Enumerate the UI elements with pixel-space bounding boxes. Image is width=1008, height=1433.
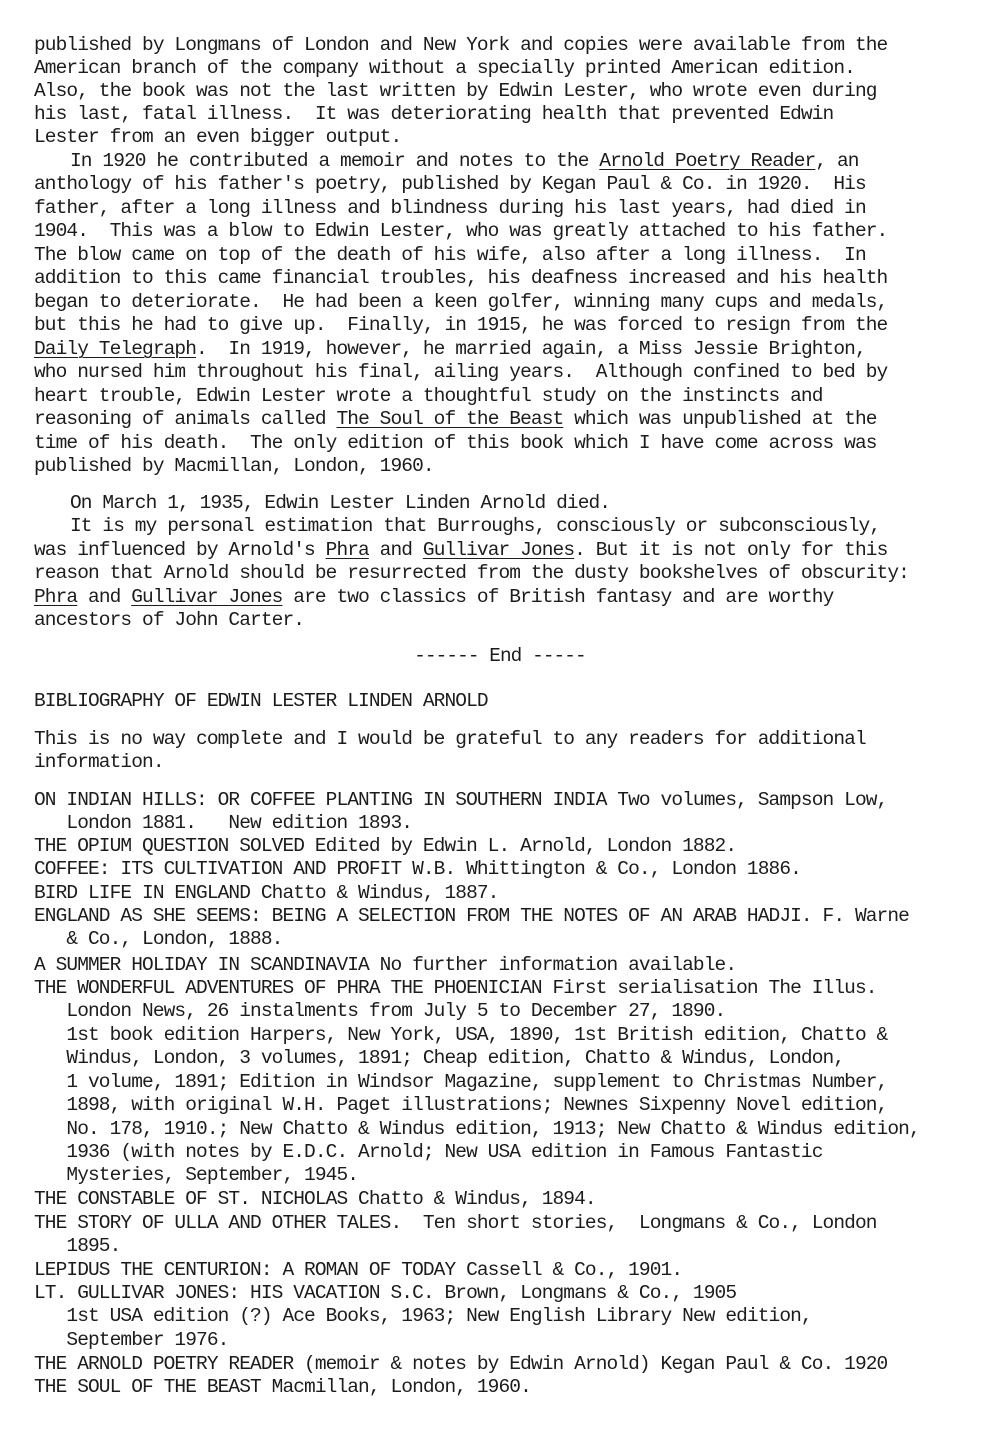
body-line: Also, the book was not the last written by Edwin Lester, who wrote even during (34, 80, 877, 102)
bibliography-entry: & Co., London, 1888. (34, 928, 283, 950)
book-title: Phra (34, 586, 78, 608)
body-line: On March 1, 1935, Edwin Lester Linden Arnold died. (70, 492, 611, 514)
body-line: who nursed him throughout his final, ailing years. Although confined to bed by (34, 361, 888, 383)
bibliography-entry: A SUMMER HOLIDAY IN SCANDINAVIA No further information available. (34, 954, 737, 976)
book-title: The Soul of the Beast (336, 408, 564, 430)
end-marker: ------ End ----- (414, 645, 586, 667)
bibliography-entry: THE ARNOLD POETRY READER (memoir & notes by Edwin Arnold) Kegan Paul & Co. 1920 (34, 1353, 888, 1375)
body-line: The blow came on top of the death of his wife, also after a long illness. In (34, 244, 866, 266)
body-line: reason that Arnold should be resurrected from the dusty bookshelves of obscurity: (34, 562, 909, 584)
body-line: published by Macmillan, London, 1960. (34, 455, 434, 477)
body-line: addition to this came financial troubles, his deafness increased and his health (34, 267, 888, 289)
body-line: published by Longmans of London and New York and copies were available from the (34, 34, 888, 56)
body-line: father, after a long illness and blindness during his last years, had died in (34, 197, 866, 219)
newspaper-title: Daily Telegraph (34, 338, 197, 360)
bibliography-entry: LEPIDUS THE CENTURION: A ROMAN OF TODAY Cassell & Co., 1901. (34, 1259, 683, 1281)
bibliography-entry: 1st book edition Harpers, New York, USA, 1890, 1st British edition, Chatto & (34, 1024, 888, 1046)
bibliography-entry: London News, 26 instalments from July 5 to December 27, 1890. (34, 1000, 726, 1022)
bibliography-entry: September 1976. (34, 1329, 229, 1351)
body-line: Lester from an even bigger output. (34, 126, 402, 148)
body-line: In 1920 he contributed a memoir and notes to the Arnold Poetry Reader, an (70, 150, 859, 172)
bibliography-intro-line: information. (34, 751, 164, 773)
body-line: was influenced by Arnold's Phra and Gullivar Jones. But it is not only for this (34, 539, 888, 561)
bibliography-entry: 1898, with original W.H. Paget illustrations; Newnes Sixpenny Novel edition, (34, 1094, 888, 1116)
body-line: time of his death. The only edition of this book which I have come across was (34, 432, 877, 454)
bibliography-entry: ON INDIAN HILLS: OR COFFEE PLANTING IN SOUTHERN INDIA Two volumes, Sampson Low, (34, 789, 888, 811)
body-line: reasoning of animals called The Soul of the Beast which was unpublished at the (34, 408, 877, 430)
body-line: anthology of his father's poetry, published by Kegan Paul & Co. in 1920. His (34, 173, 866, 195)
book-title: Phra (325, 539, 369, 561)
body-line: American branch of the company without a specially printed American edition. (34, 57, 855, 79)
bibliography-entry: 1895. (34, 1235, 121, 1257)
bibliography-entry: LT. GULLIVAR JONES: HIS VACATION S.C. Brown, Longmans & Co., 1905 (34, 1282, 737, 1304)
bibliography-entry: 1 volume, 1891; Edition in Windsor Magazine, supplement to Christmas Number, (34, 1071, 888, 1093)
bibliography-entry: THE CONSTABLE OF ST. NICHOLAS Chatto & Windus, 1894. (34, 1188, 596, 1210)
body-line: 1904. This was a blow to Edwin Lester, who was greatly attached to his father. (34, 220, 888, 242)
body-line: heart trouble, Edwin Lester wrote a thoughtful study on the instincts and (34, 385, 823, 407)
body-line: but this he had to give up. Finally, in 1915, he was forced to resign from the (34, 314, 888, 336)
bibliography-entry: THE SOUL OF THE BEAST Macmillan, London, 1960. (34, 1376, 531, 1398)
bibliography-entry: No. 178, 1910.; New Chatto & Windus edition, 1913; New Chatto & Windus edition, (34, 1118, 920, 1140)
book-title: Gullivar Jones (422, 539, 575, 561)
bibliography-entry: BIRD LIFE IN ENGLAND Chatto & Windus, 1887. (34, 882, 499, 904)
body-line: Phra and Gullivar Jones are two classics of British fantasy and are worthy (34, 586, 834, 608)
book-title: Gullivar Jones (131, 586, 283, 608)
book-title: Arnold Poetry Reader (599, 150, 816, 172)
bibliography-entry: Mysteries, September, 1945. (34, 1164, 359, 1186)
bibliography-entry: THE STORY OF ULLA AND OTHER TALES. Ten short stories, Longmans & Co., London (34, 1212, 877, 1234)
bibliography-entry: COFFEE: ITS CULTIVATION AND PROFIT W.B. Whittington & Co., London 1886. (34, 858, 801, 880)
body-line: ancestors of John Carter. (34, 609, 305, 631)
body-line: began to deteriorate. He had been a keen golfer, winning many cups and medals, (34, 291, 888, 313)
bibliography-entry: THE WONDERFUL ADVENTURES OF PHRA THE PHOENICIAN First serialisation The Illus. (34, 977, 877, 999)
body-line: Daily Telegraph. In 1919, however, he married again, a Miss Jessie Brighton, (34, 338, 866, 360)
body-line: It is my personal estimation that Burroughs, consciously or subconsciously, (70, 515, 881, 537)
bibliography-entry: 1st USA edition (?) Ace Books, 1963; New English Library New edition, (34, 1305, 812, 1327)
body-line: his last, fatal illness. It was deteriorating health that prevented Edwin (34, 103, 834, 125)
bibliography-entry: 1936 (with notes by E.D.C. Arnold; New USA edition in Famous Fantastic (34, 1141, 823, 1163)
bibliography-entry: London 1881. New edition 1893. (34, 812, 413, 834)
bibliography-entry: ENGLAND AS SHE SEEMS: BEING A SELECTION FROM THE NOTES OF AN ARAB HADJI. F. Warne (34, 905, 909, 927)
bibliography-entry: Windus, London, 3 volumes, 1891; Cheap edition, Chatto & Windus, London, (34, 1047, 845, 1069)
bibliography-intro-line: This is no way complete and I would be grateful to any readers for additional (34, 728, 866, 750)
bibliography-heading: BIBLIOGRAPHY OF EDWIN LESTER LINDEN ARNOLD (34, 690, 488, 712)
bibliography-entry: THE OPIUM QUESTION SOLVED Edited by Edwin L. Arnold, London 1882. (34, 835, 737, 857)
